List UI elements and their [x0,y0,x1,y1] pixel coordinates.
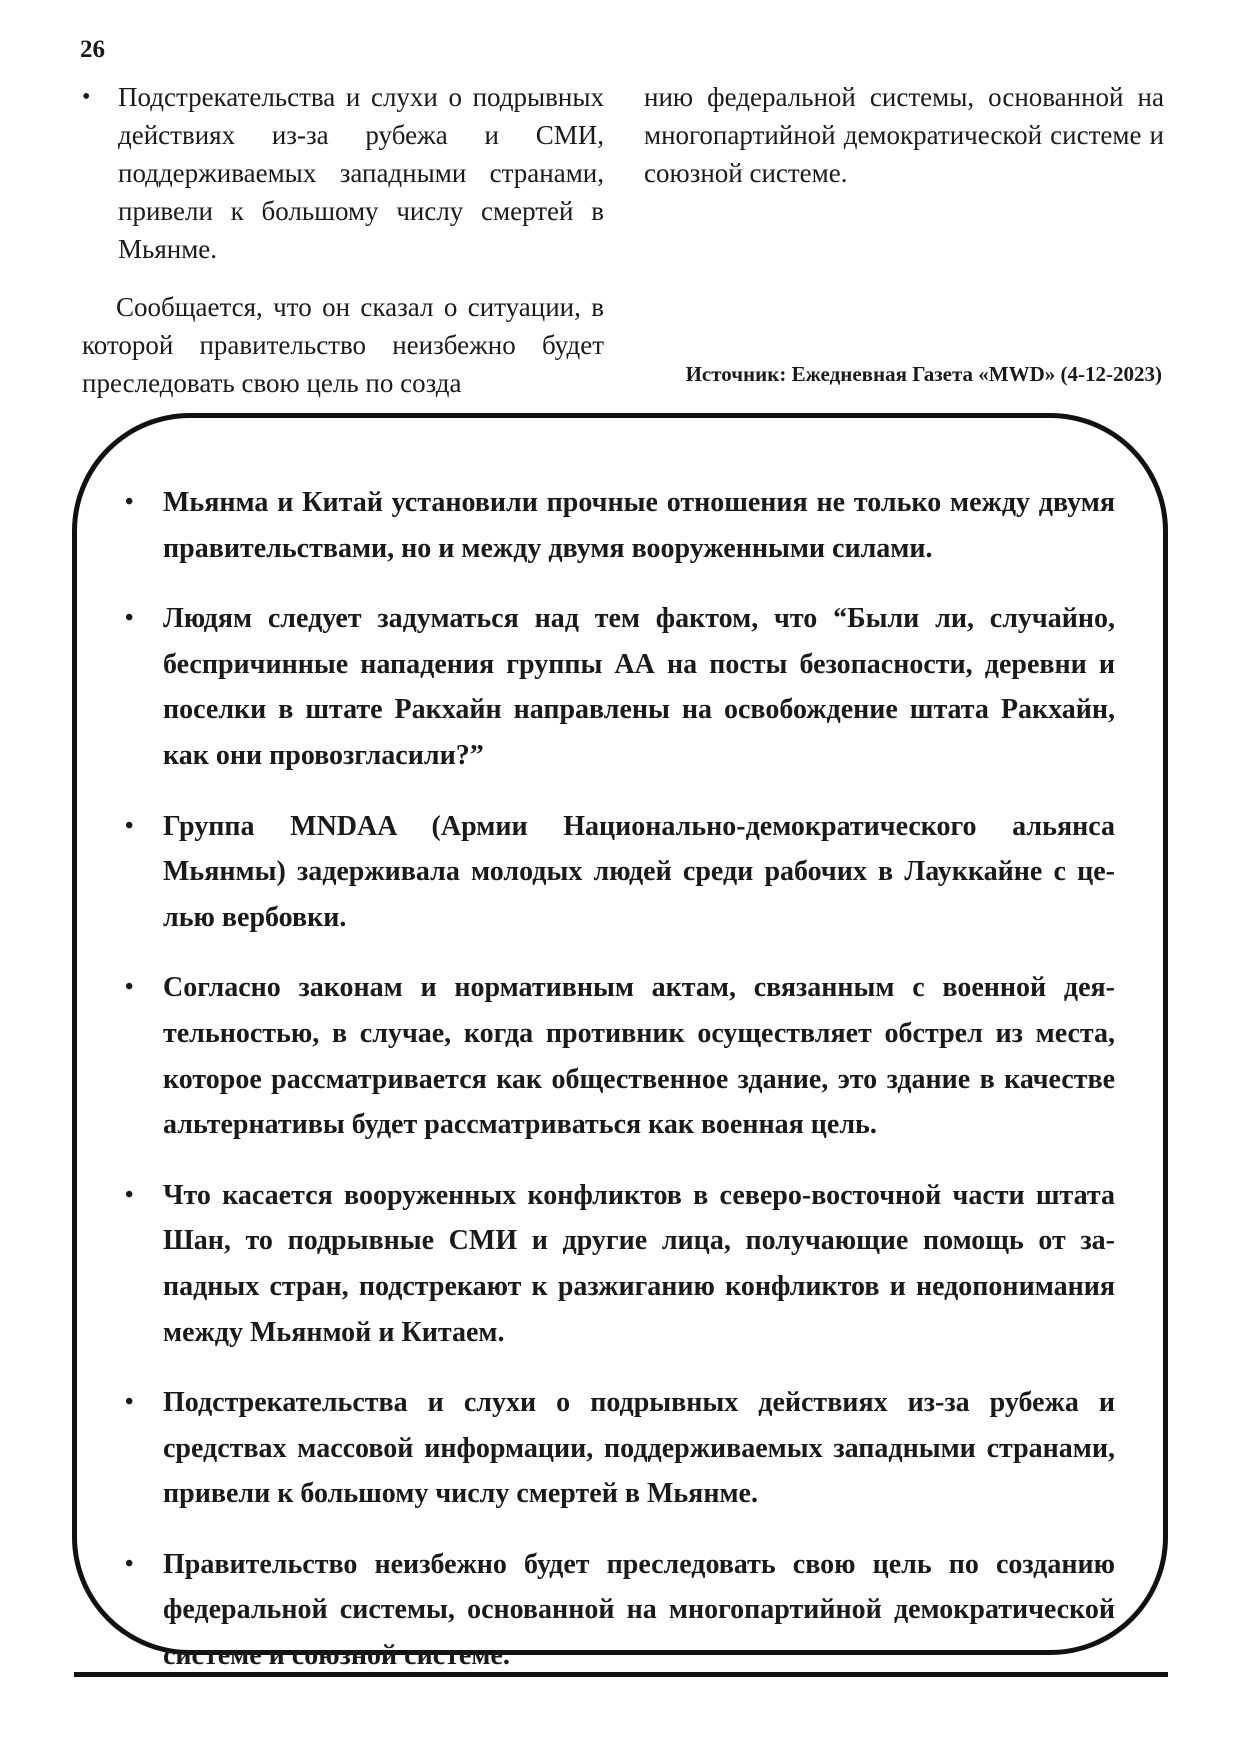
summary-item [125,596,1115,778]
bullet-icon: • [82,84,91,110]
summary-item [125,1380,1115,1517]
summary-item [125,1542,1115,1679]
bullet-icon: • [125,812,134,839]
body-paragraph: Сообщается, что он сказал о ситуации, в которой правительство неизбежно будет преследовать свою цель по созда [82,292,604,398]
bullet-icon: • [125,489,134,515]
source-citation: Источник: Ежедневная Газета «MWD» (4-12-2023) [685,362,1162,386]
bullet-icon: • [125,974,134,1001]
bullet-icon: • [125,1181,134,1208]
summary-item [125,1173,1115,1355]
summary-item-text: Согласно законам и нормативным актам, связанным с военной деятельностью, в случае, когда противник осуществляет обстрел из места, которое рассматривается как общественное здание, это здание в качестве альтернативы будет рассматриваться как военная цель. [163,972,1115,1141]
right-column [644,78,1164,192]
left-column [82,78,604,402]
bullet-icon: • [125,1389,134,1416]
summary-item [125,965,1115,1147]
body-paragraph-continued: нию федеральной системы, основанной на многопартийной демократической системе и союзной системе. [644,82,1164,188]
page-number: 26 [80,36,105,63]
left-bullet-list [82,78,604,268]
summary-item [125,480,1115,571]
bullet-icon: • [125,1550,134,1577]
bullet-icon: • [125,605,134,632]
summary-item-text: Мьянма и Китай установили прочные отношения не только между двумя правительствами, но и между двумя вооруженными силами. [163,487,1115,564]
summary-box [72,413,1168,1672]
summary-item-text: Правительство неизбежно будет преследовать свою цель по созданию федеральной системы, основанной на многопартийной демократической системе и союзной системе. [163,1548,1115,1672]
summary-item-text: Людям следует задуматься над тем фактом, что “Были ли, случайно, беспричинные нападения группы АА на посты безопасности, деревни и поселки в штате Ракхайн направлены на освобождение штата Ракхайн, как они провозгласили?” [163,603,1115,771]
summary-item-text: Подстрекательства и слухи о подрывных действиях из-за рубежа и средствах массовой информации, поддерживаемых западными странами, привели к большому числу смертей в Мьянме. [163,1387,1115,1510]
list-item-text: Подстрекательства и слухи о подрывных действиях из-за рубежа и СМИ, поддерживаемых западными странами, привели к большому числу смертей в Мьянме. [118,82,604,264]
list-item [82,78,604,268]
summary-list [125,480,1115,1704]
summary-item [125,804,1115,941]
summary-item-text: Группа MNDAA (Армии Национально-демократического альянса Мьянмы) задерживала молодых людей среди рабочих в Лауккайне с целью вербовки. [163,810,1115,933]
bottom-rule [74,1672,1168,1677]
summary-item-text: Что касается вооруженных конфликтов в северо-восточной части штата Шан, то подрывные СМИ и другие лица, получающие помощь от западных стран, подстрекают к разжиганию конфликтов и недопонимания между Мьянмой и Китаем. [163,1179,1115,1348]
